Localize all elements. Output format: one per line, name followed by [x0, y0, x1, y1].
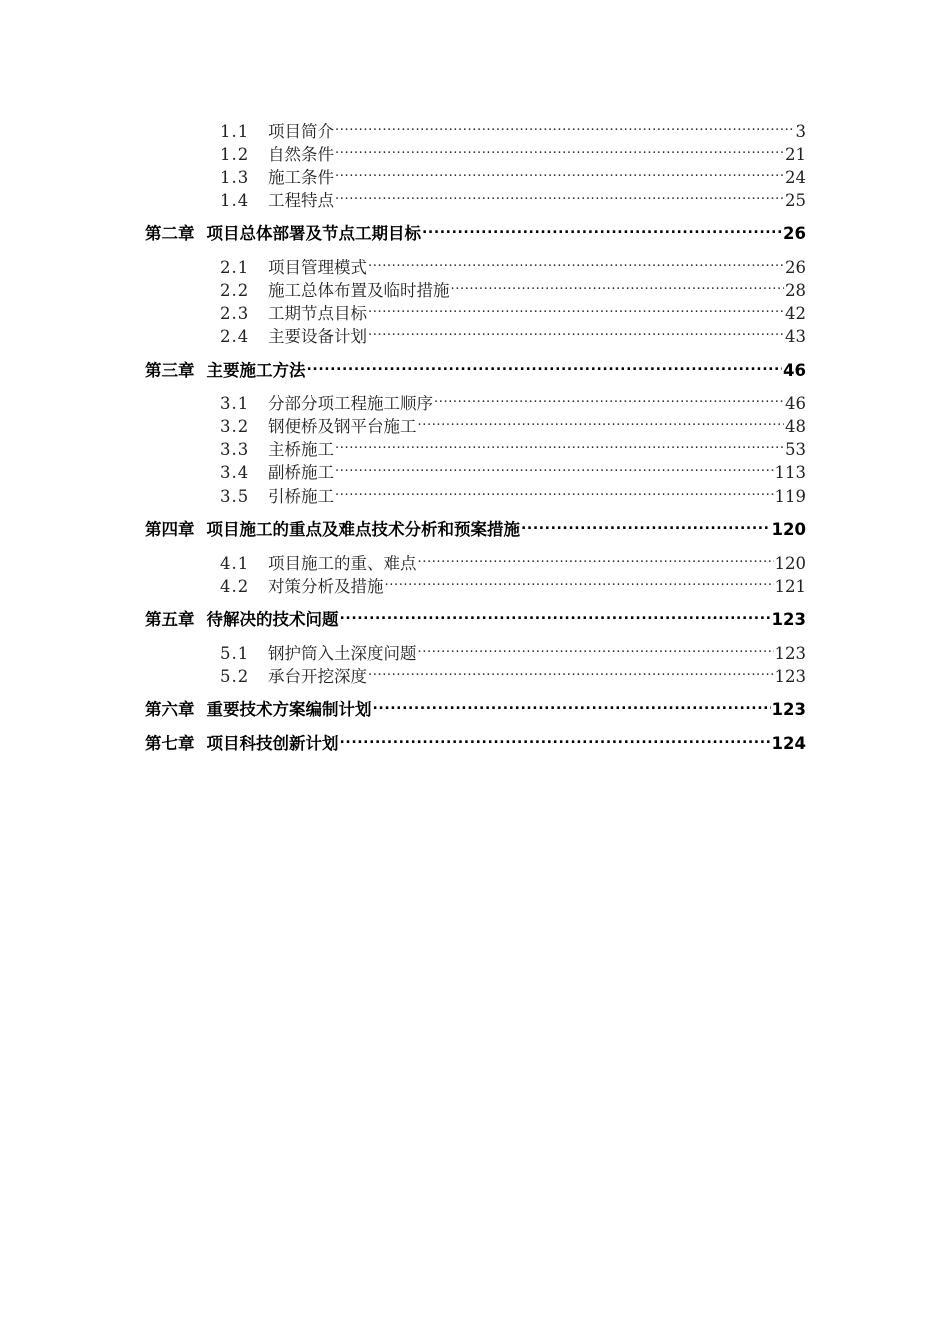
dot-leader [335, 117, 795, 137]
page-number: 42 [785, 304, 806, 321]
chapter-title: 待解决的技术问题 [206, 610, 339, 627]
section-number: 2.2 [220, 281, 250, 298]
chapter-number: 第六章 [145, 700, 195, 717]
page-number: 24 [785, 168, 806, 185]
dot-leader [373, 695, 771, 715]
section-title: 工程特点 [268, 191, 334, 208]
toc-chapter-entry[interactable] [145, 219, 806, 241]
dot-leader [434, 389, 784, 409]
toc-chapter-entry[interactable] [145, 605, 806, 627]
section-title: 主要设备计划 [268, 327, 367, 344]
dot-leader [422, 219, 782, 239]
page-number: 21 [785, 145, 806, 162]
chapter-title: 项目施工的重点及难点技术分析和预案措施 [206, 520, 520, 537]
toc-section-entry[interactable] [220, 482, 806, 504]
section-number: 1.1 [220, 122, 250, 139]
page-number: 120 [774, 554, 806, 571]
page-number: 121 [774, 577, 806, 594]
toc-section-entry[interactable] [220, 549, 806, 571]
section-number: 3.5 [220, 487, 250, 504]
toc-section-entry[interactable] [220, 412, 806, 434]
toc-chapter-entry[interactable] [145, 729, 806, 751]
section-title: 主桥施工 [268, 440, 334, 457]
page-number: 123 [771, 610, 806, 627]
page-number: 26 [785, 258, 806, 275]
section-number: 2.3 [220, 304, 250, 321]
section-number: 4.1 [220, 554, 250, 571]
section-number: 5.1 [220, 644, 250, 661]
toc-section-entry[interactable] [220, 253, 806, 275]
toc-section-entry[interactable] [220, 299, 806, 321]
toc-chapter-entry[interactable] [145, 695, 806, 717]
dot-leader [418, 549, 774, 569]
dot-leader [418, 412, 785, 432]
toc-chapter-entry[interactable] [145, 515, 806, 537]
chapter-number: 第三章 [145, 361, 195, 378]
page-number: 28 [785, 281, 806, 298]
toc-chapter-entry[interactable] [145, 356, 806, 378]
dot-leader [335, 458, 774, 478]
dot-leader [368, 299, 784, 319]
dot-leader [340, 605, 771, 625]
page-number: 120 [771, 520, 806, 537]
section-number: 3.2 [220, 417, 250, 434]
page-number: 113 [774, 463, 806, 480]
toc-section-entry[interactable] [220, 117, 806, 139]
page-number: 46 [783, 361, 806, 378]
dot-leader [335, 482, 774, 502]
section-title: 钢护筒入土深度问题 [268, 644, 417, 661]
toc-section-entry[interactable] [220, 276, 806, 298]
toc-section-entry[interactable] [220, 435, 806, 457]
section-title: 承台开挖深度 [268, 667, 367, 684]
chapter-title: 项目科技创新计划 [206, 734, 339, 751]
section-number: 3.3 [220, 440, 250, 457]
section-number: 1.4 [220, 191, 250, 208]
toc-section-entry[interactable] [220, 163, 806, 185]
section-title: 分部分项工程施工顺序 [268, 394, 433, 411]
page-number: 26 [783, 224, 806, 241]
section-number: 1.3 [220, 168, 250, 185]
dot-leader [368, 322, 784, 342]
section-title: 引桥施工 [268, 487, 334, 504]
toc-section-entry[interactable] [220, 389, 806, 411]
dot-leader [335, 140, 784, 160]
page-number: 43 [785, 327, 806, 344]
section-number: 1.2 [220, 145, 250, 162]
dot-leader [418, 639, 774, 659]
dot-leader [368, 662, 774, 682]
dot-leader [307, 356, 783, 376]
section-number: 3.1 [220, 394, 250, 411]
section-title: 项目施工的重、难点 [268, 554, 417, 571]
chapter-title: 重要技术方案编制计划 [206, 700, 372, 717]
page-number: 25 [785, 191, 806, 208]
page-number: 123 [774, 644, 806, 661]
toc-section-entry[interactable] [220, 662, 806, 684]
section-title: 项目简介 [268, 122, 334, 139]
dot-leader [451, 276, 785, 296]
section-title: 施工总体布置及临时措施 [268, 281, 450, 298]
page-number: 123 [771, 700, 806, 717]
toc-section-entry[interactable] [220, 322, 806, 344]
section-title: 自然条件 [268, 145, 334, 162]
toc-section-entry[interactable] [220, 639, 806, 661]
section-number: 3.4 [220, 463, 250, 480]
chapter-number: 第四章 [145, 520, 195, 537]
section-title: 工期节点目标 [268, 304, 367, 321]
page-number: 46 [785, 394, 806, 411]
toc-section-entry[interactable] [220, 140, 806, 162]
section-title: 项目管理模式 [268, 258, 367, 275]
chapter-number: 第七章 [145, 734, 195, 751]
toc-section-entry[interactable] [220, 458, 806, 480]
dot-leader [368, 253, 784, 273]
page-number: 48 [785, 417, 806, 434]
section-number: 5.2 [220, 667, 250, 684]
dot-leader [521, 515, 771, 535]
chapter-title: 项目总体部署及节点工期目标 [206, 224, 421, 241]
chapter-number: 第五章 [145, 610, 195, 627]
page-number: 53 [785, 440, 806, 457]
section-title: 施工条件 [268, 168, 334, 185]
dot-leader [335, 163, 784, 183]
dot-leader [335, 186, 784, 206]
section-title: 副桥施工 [268, 463, 334, 480]
page-number: 123 [774, 667, 806, 684]
chapter-title: 主要施工方法 [206, 361, 306, 378]
page-number: 3 [795, 122, 806, 139]
chapter-number: 第二章 [145, 224, 195, 241]
section-number: 4.2 [220, 577, 250, 594]
page-number: 124 [771, 734, 806, 751]
page-number: 119 [774, 487, 806, 504]
dot-leader [385, 572, 774, 592]
toc-section-entry[interactable] [220, 572, 806, 594]
toc-section-entry[interactable] [220, 186, 806, 208]
section-number: 2.4 [220, 327, 250, 344]
dot-leader [340, 729, 771, 749]
section-title: 钢便桥及钢平台施工 [268, 417, 417, 434]
section-title: 对策分析及措施 [268, 577, 384, 594]
dot-leader [335, 435, 784, 455]
section-number: 2.1 [220, 258, 250, 275]
